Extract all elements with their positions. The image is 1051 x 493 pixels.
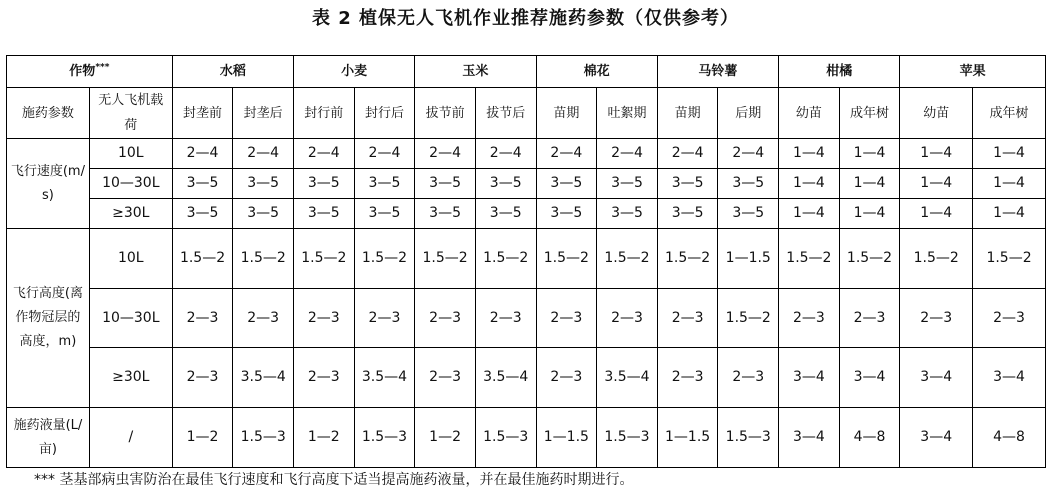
value-cell: 3—5 bbox=[233, 199, 294, 229]
param-label-volume: 施药液量(L/亩) bbox=[7, 408, 90, 468]
value-cell: 1.5—2 bbox=[597, 229, 658, 289]
value-cell: 2—4 bbox=[415, 139, 476, 169]
value-cell: 3.5—4 bbox=[475, 348, 536, 408]
value-cell: 1.5—2 bbox=[973, 229, 1046, 289]
table-row bbox=[7, 408, 1046, 468]
value-cell: 1.5—2 bbox=[779, 229, 840, 289]
value-cell: 3—5 bbox=[475, 169, 536, 199]
value-cell: 2—3 bbox=[172, 348, 233, 408]
crop-name: 小麦 bbox=[294, 56, 415, 88]
value-cell: 3—5 bbox=[657, 199, 718, 229]
table-title: 表 2 植保无人飞机作业推荐施药参数（仅供参考） bbox=[311, 8, 740, 29]
value-cell: 1.5—2 bbox=[294, 229, 355, 289]
param-label-speed: 飞行速度(m/s) bbox=[7, 139, 90, 229]
value-cell: 2—4 bbox=[536, 139, 597, 169]
table-row bbox=[7, 139, 1046, 169]
value-cell: 1—2 bbox=[294, 408, 355, 468]
value-cell: 3—5 bbox=[172, 199, 233, 229]
value-cell: 1.5—2 bbox=[415, 229, 476, 289]
crop-header-label: 作物 bbox=[69, 63, 96, 79]
stage-name: 成年树 bbox=[839, 88, 900, 139]
crop-name: 玉米 bbox=[415, 56, 536, 88]
stage-name: 苗期 bbox=[536, 88, 597, 139]
value-cell: 1.5—2 bbox=[657, 229, 718, 289]
value-cell: 1.5—2 bbox=[354, 229, 415, 289]
load-cell: 10—30L bbox=[89, 289, 172, 348]
crop-name: 苹果 bbox=[900, 56, 1046, 88]
value-cell: 2—3 bbox=[415, 348, 476, 408]
stage-name: 后期 bbox=[718, 88, 779, 139]
value-cell: 2—3 bbox=[294, 289, 355, 348]
load-cell: / bbox=[89, 408, 172, 468]
crop-footnote-mark: *** bbox=[95, 62, 110, 73]
param-label-height: 飞行高度(离作物冠层的高度，m) bbox=[7, 229, 90, 408]
stage-name: 封行后 bbox=[354, 88, 415, 139]
stage-name: 幼苗 bbox=[900, 88, 973, 139]
load-cell: ≥30L bbox=[89, 199, 172, 229]
value-cell: 2—3 bbox=[172, 289, 233, 348]
value-cell: 1.5—3 bbox=[475, 408, 536, 468]
value-cell: 1.5—3 bbox=[597, 408, 658, 468]
table-row bbox=[7, 199, 1046, 229]
value-cell: 1—4 bbox=[839, 169, 900, 199]
value-cell: 2—3 bbox=[779, 289, 840, 348]
value-cell: 1—4 bbox=[900, 169, 973, 199]
value-cell: 3—5 bbox=[657, 169, 718, 199]
value-cell: 1—4 bbox=[779, 199, 840, 229]
value-cell: 1.5—2 bbox=[172, 229, 233, 289]
stage-name: 幼苗 bbox=[779, 88, 840, 139]
crop-header-row bbox=[7, 56, 1046, 88]
value-cell: 3—4 bbox=[779, 408, 840, 468]
value-cell: 1.5—2 bbox=[233, 229, 294, 289]
stage-name: 苗期 bbox=[657, 88, 718, 139]
stage-name: 拔节后 bbox=[475, 88, 536, 139]
stage-name: 吐絮期 bbox=[597, 88, 658, 139]
value-cell: 3—5 bbox=[718, 169, 779, 199]
value-cell: 1—1.5 bbox=[657, 408, 718, 468]
value-cell: 3—4 bbox=[973, 348, 1046, 408]
value-cell: 3—5 bbox=[172, 169, 233, 199]
value-cell: 1—4 bbox=[973, 139, 1046, 169]
table-footnote: *** 茎基部病虫害防治在最佳飞行速度和飞行高度下适当提高施药液量，并在最佳施药时期进行。 bbox=[34, 472, 634, 488]
value-cell: 2—3 bbox=[415, 289, 476, 348]
stage-name: 封行前 bbox=[294, 88, 355, 139]
value-cell: 3.5—4 bbox=[233, 348, 294, 408]
load-cell: ≥30L bbox=[89, 348, 172, 408]
table-row bbox=[7, 289, 1046, 348]
spray-parameter-table bbox=[6, 55, 1046, 468]
table-row bbox=[7, 348, 1046, 408]
value-cell: 3—5 bbox=[294, 169, 355, 199]
value-cell: 1—4 bbox=[779, 169, 840, 199]
value-cell: 4—8 bbox=[973, 408, 1046, 468]
value-cell: 2—3 bbox=[657, 289, 718, 348]
value-cell: 3—5 bbox=[415, 169, 476, 199]
value-cell: 2—4 bbox=[718, 139, 779, 169]
value-cell: 3.5—4 bbox=[597, 348, 658, 408]
load-header: 无人飞机载荷 bbox=[89, 88, 172, 139]
value-cell: 3—4 bbox=[779, 348, 840, 408]
value-cell: 1—4 bbox=[839, 199, 900, 229]
value-cell: 3—5 bbox=[597, 199, 658, 229]
value-cell: 3.5—4 bbox=[354, 348, 415, 408]
param-header: 施药参数 bbox=[7, 88, 90, 139]
value-cell: 1—2 bbox=[415, 408, 476, 468]
crop-name: 棉花 bbox=[536, 56, 657, 88]
value-cell: 3—5 bbox=[475, 199, 536, 229]
value-cell: 1—2 bbox=[172, 408, 233, 468]
value-cell: 1.5—2 bbox=[536, 229, 597, 289]
value-cell: 1.5—3 bbox=[354, 408, 415, 468]
value-cell: 2—4 bbox=[172, 139, 233, 169]
value-cell: 1—4 bbox=[900, 139, 973, 169]
stage-name: 拔节前 bbox=[415, 88, 476, 139]
value-cell: 1.5—2 bbox=[839, 229, 900, 289]
value-cell: 3—5 bbox=[233, 169, 294, 199]
value-cell: 3—5 bbox=[354, 169, 415, 199]
load-cell: 10L bbox=[89, 229, 172, 289]
value-cell: 2—3 bbox=[475, 289, 536, 348]
value-cell: 3—5 bbox=[597, 169, 658, 199]
stage-name: 封垄前 bbox=[172, 88, 233, 139]
value-cell: 2—3 bbox=[233, 289, 294, 348]
load-cell: 10L bbox=[89, 139, 172, 169]
value-cell: 2—3 bbox=[718, 348, 779, 408]
value-cell: 1.5—2 bbox=[900, 229, 973, 289]
value-cell: 3—4 bbox=[839, 348, 900, 408]
value-cell: 3—5 bbox=[415, 199, 476, 229]
value-cell: 1—4 bbox=[779, 139, 840, 169]
load-cell: 10—30L bbox=[89, 169, 172, 199]
table-row bbox=[7, 229, 1046, 289]
stage-name: 成年树 bbox=[973, 88, 1046, 139]
value-cell: 2—4 bbox=[294, 139, 355, 169]
table-row bbox=[7, 169, 1046, 199]
value-cell: 3—5 bbox=[536, 199, 597, 229]
value-cell: 3—5 bbox=[718, 199, 779, 229]
value-cell: 3—4 bbox=[900, 348, 973, 408]
value-cell: 2—3 bbox=[657, 348, 718, 408]
value-cell: 1—4 bbox=[973, 199, 1046, 229]
value-cell: 2—3 bbox=[597, 289, 658, 348]
value-cell: 2—4 bbox=[657, 139, 718, 169]
value-cell: 2—3 bbox=[839, 289, 900, 348]
stage-name: 封垄后 bbox=[233, 88, 294, 139]
value-cell: 2—4 bbox=[597, 139, 658, 169]
value-cell: 2—4 bbox=[475, 139, 536, 169]
value-cell: 3—5 bbox=[294, 199, 355, 229]
value-cell: 1.5—3 bbox=[233, 408, 294, 468]
value-cell: 3—4 bbox=[900, 408, 973, 468]
value-cell: 3—5 bbox=[354, 199, 415, 229]
stage-header-row bbox=[7, 88, 1046, 139]
value-cell: 1.5—2 bbox=[475, 229, 536, 289]
crop-header bbox=[7, 56, 173, 88]
value-cell: 2—3 bbox=[973, 289, 1046, 348]
value-cell: 3—5 bbox=[536, 169, 597, 199]
crop-name: 柑橘 bbox=[779, 56, 900, 88]
value-cell: 4—8 bbox=[839, 408, 900, 468]
value-cell: 1—4 bbox=[900, 199, 973, 229]
value-cell: 2—4 bbox=[354, 139, 415, 169]
crop-name: 马铃薯 bbox=[657, 56, 778, 88]
crop-name: 水稻 bbox=[172, 56, 293, 88]
value-cell: 2—4 bbox=[233, 139, 294, 169]
value-cell: 1—1.5 bbox=[718, 229, 779, 289]
value-cell: 1.5—2 bbox=[718, 289, 779, 348]
value-cell: 2—3 bbox=[294, 348, 355, 408]
value-cell: 2—3 bbox=[536, 289, 597, 348]
value-cell: 1—4 bbox=[973, 169, 1046, 199]
value-cell: 1—1.5 bbox=[536, 408, 597, 468]
value-cell: 2—3 bbox=[354, 289, 415, 348]
value-cell: 2—3 bbox=[536, 348, 597, 408]
value-cell: 1.5—3 bbox=[718, 408, 779, 468]
value-cell: 2—3 bbox=[900, 289, 973, 348]
value-cell: 1—4 bbox=[839, 139, 900, 169]
